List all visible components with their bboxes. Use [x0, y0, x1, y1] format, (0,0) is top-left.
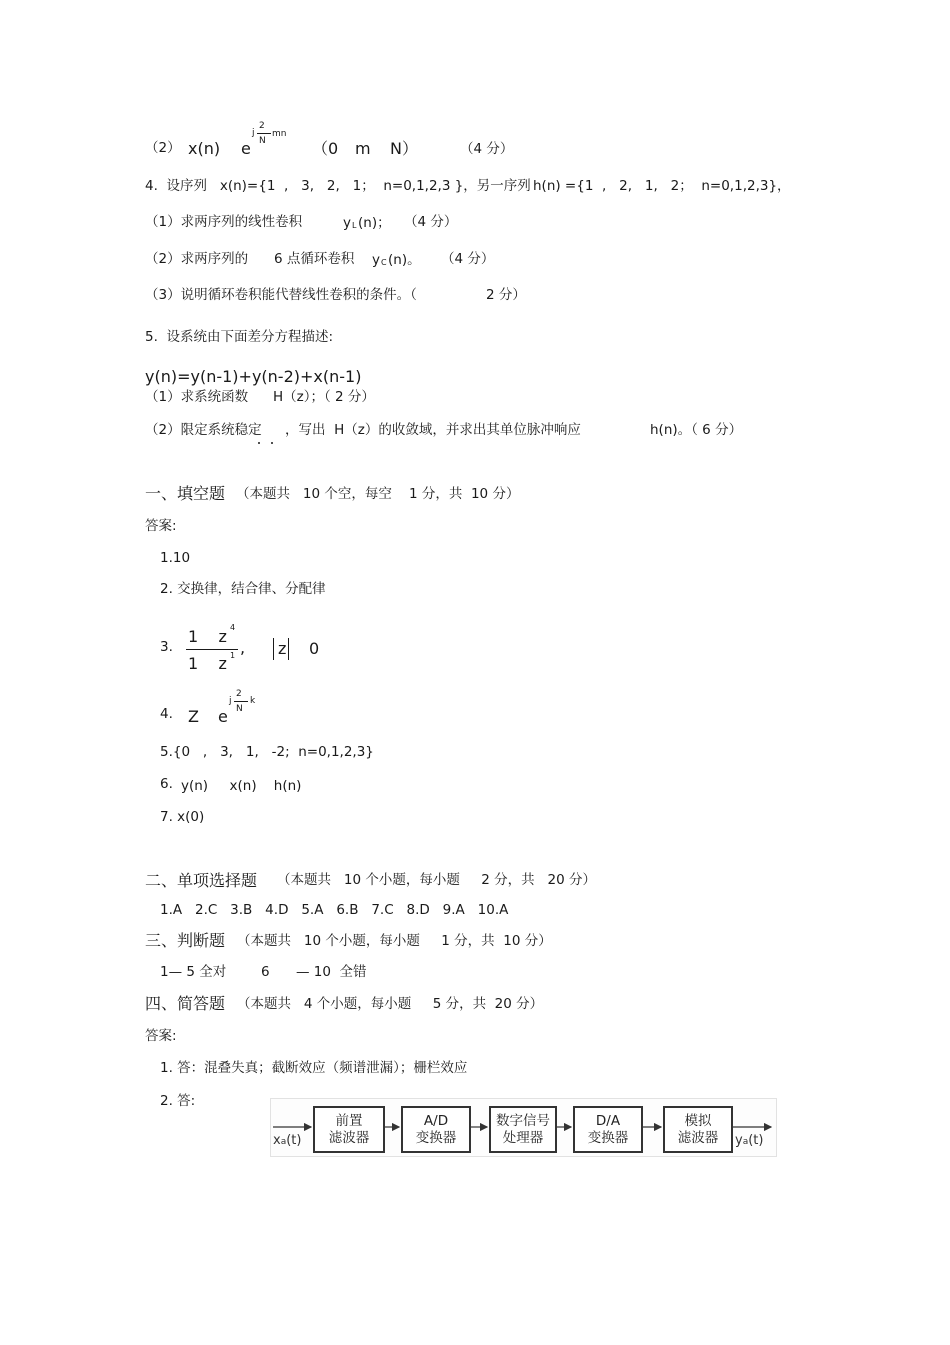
- abs-bar-right: [288, 638, 289, 660]
- block-label: 滤波器: [677, 1129, 719, 1146]
- q4-p2-y: y: [372, 252, 380, 268]
- block-label: 数字信号: [496, 1112, 550, 1129]
- sec1-a5: 5.{0 , 3, 1, -2; n=0,1,2,3}: [160, 744, 374, 760]
- block-label: 模拟: [684, 1112, 712, 1129]
- q4-p1-score: （4 分）: [404, 214, 458, 230]
- sec3-a-right: — 10 全错: [296, 964, 367, 980]
- sec3-a-left: 1— 5 全对: [160, 964, 227, 980]
- sec1-a3-fraction-bar: [186, 649, 238, 650]
- q5-p2-end: h(n)。（ 6 分）: [650, 422, 743, 438]
- q5-equation: y(n)=y(n-1)+y(n-2)+x(n-1): [145, 367, 362, 386]
- q3-label: （2）: [145, 140, 181, 156]
- q4-p1-sub: L: [352, 221, 357, 230]
- sec1-a4-num: 4.: [160, 706, 173, 722]
- block-analog-filter: [663, 1106, 733, 1153]
- sec1-info: （本题共 10 个空，每空 1 分，共 10 分）: [236, 486, 520, 502]
- q4-p2-text: （2）求两序列的: [145, 251, 249, 267]
- sec1-a4-j: j: [229, 696, 232, 706]
- q5-p2-text: （2）限定系统稳定: [145, 422, 262, 438]
- block-da-converter: [573, 1106, 643, 1153]
- sec1-a4-exp-fraction-bar: [234, 701, 248, 702]
- diagram-input-label: xa(t): [273, 1133, 302, 1148]
- q4-intro-a: 4. 设序列 x(n)={1 , 3, 2, 1； n=0,1,2,3 }，另一序列: [145, 178, 531, 194]
- q3-score: （4 分）: [460, 141, 514, 157]
- sec3-a-mid: 6: [261, 964, 270, 980]
- sec2-info: （本题共 10 个小题，每小题 2 分，共 20 分）: [277, 872, 597, 888]
- sec1-a6-num: 6.: [160, 776, 173, 792]
- q3-range-open: （0: [312, 139, 339, 158]
- block-dsp: [489, 1106, 557, 1153]
- sec1-a2: 2. 交换律，结合律、分配律: [160, 581, 326, 597]
- sec1-a3-z: z: [278, 639, 287, 658]
- sec1-a7: 7. x(0): [160, 809, 205, 825]
- sec2-title: 二、单项选择题: [145, 871, 258, 890]
- block-label: 前置: [335, 1112, 363, 1129]
- sec1-a1: 1.10: [160, 550, 191, 566]
- block-label: D/A: [595, 1112, 621, 1129]
- block-label: 滤波器: [328, 1129, 370, 1146]
- sec3-title: 三、判断题: [145, 931, 226, 950]
- sec1-a3-bot: 1 z: [188, 654, 227, 673]
- q4-p1-tail: (n)；: [358, 215, 391, 231]
- q4-p2-sub: C: [381, 258, 387, 267]
- sec1-a3-comma: ,: [240, 638, 246, 657]
- sec1-a3-top: 1 z: [188, 627, 227, 646]
- q3-exp-j: j: [252, 128, 255, 138]
- abs-bar-left: [273, 638, 274, 660]
- sec1-a6-body: y(n) x(n) h(n): [181, 778, 302, 794]
- sec1-a4-exp-den: N: [236, 704, 243, 714]
- emphasis-dot: [258, 442, 260, 444]
- sec1-a3-num: 3.: [160, 639, 173, 655]
- q3-range-close: N）: [390, 139, 418, 158]
- dsp-block-diagram: [270, 1098, 777, 1157]
- q4-p2-tail: (n)。: [388, 252, 421, 268]
- q4-p1-text: （1）求两序列的线性卷积: [145, 214, 303, 230]
- block-ad-converter: [401, 1106, 471, 1153]
- q3-exp-mn: mn: [272, 129, 287, 139]
- q4-p2-score: （4 分）: [441, 251, 495, 267]
- sec4-a2: 2. 答:: [160, 1093, 196, 1109]
- emphasis-dot: [271, 442, 273, 444]
- q4-p3-score: 2 分）: [486, 287, 526, 303]
- q5-p1-text: （1）求系统函数: [145, 389, 249, 405]
- sec1-a3-zero: 0: [309, 639, 320, 658]
- q5-p1-h: H（z）；（ 2 分）: [273, 389, 375, 405]
- diagram-output-label: ya(t): [735, 1133, 764, 1148]
- sec1-a4-Z: Z: [188, 707, 199, 726]
- block-label: 变换器: [415, 1129, 457, 1146]
- block-prefilter: [313, 1106, 385, 1153]
- q3-range-m: m: [355, 139, 371, 158]
- sec1-a4-exp-num: 2: [236, 689, 242, 699]
- sec2-answers: 1.A 2.C 3.B 4.D 5.A 6.B 7.C 8.D 9.A 10.A: [160, 902, 509, 918]
- sec1-a4-e: e: [218, 707, 228, 726]
- sec3-info: （本题共 10 个小题，每小题 1 分，共 10 分）: [237, 933, 552, 949]
- q4-p1-y: y: [343, 215, 351, 231]
- sec4-info: （本题共 4 个小题，每小题 5 分，共 20 分）: [237, 996, 544, 1012]
- q3-e: e: [241, 139, 251, 158]
- q5-intro: 5. 设系统由下面差分方程描述:: [145, 329, 334, 345]
- q4-p2-mid: 6 点循环卷积: [274, 251, 355, 267]
- sec4-title: 四、简答题: [145, 994, 226, 1013]
- q3-exp-num: 2: [259, 121, 265, 131]
- q5-p2-mid: ，写出 H（z）的收敛域，并求出其单位脉冲响应: [285, 422, 581, 438]
- sec1-a3-bot-exp: 1: [230, 651, 236, 660]
- q3-exp-den: N: [259, 136, 266, 146]
- q4-p3-text: （3）说明循环卷积能代替线性卷积的条件。（: [145, 287, 417, 303]
- sec1-answer-label: 答案:: [145, 518, 177, 534]
- sec1-a3-top-exp: 4: [230, 623, 236, 632]
- q3-exp-fraction-bar: [257, 133, 271, 134]
- sec1-title: 一、填空题: [145, 484, 226, 503]
- block-label: 处理器: [502, 1129, 544, 1146]
- block-label: 变换器: [587, 1129, 629, 1146]
- q4-intro-b: h(n) ={1 , 2, 1, 2； n=0,1,2,3}，: [533, 178, 791, 194]
- sec1-a4-k: k: [250, 696, 256, 706]
- sec4-a1: 1. 答：混叠失真；截断效应（频谱泄漏）；栅栏效应: [160, 1060, 468, 1076]
- sec4-answer-label: 答案:: [145, 1028, 177, 1044]
- q3-xn: x(n): [188, 139, 221, 158]
- block-label: A/D: [423, 1112, 449, 1129]
